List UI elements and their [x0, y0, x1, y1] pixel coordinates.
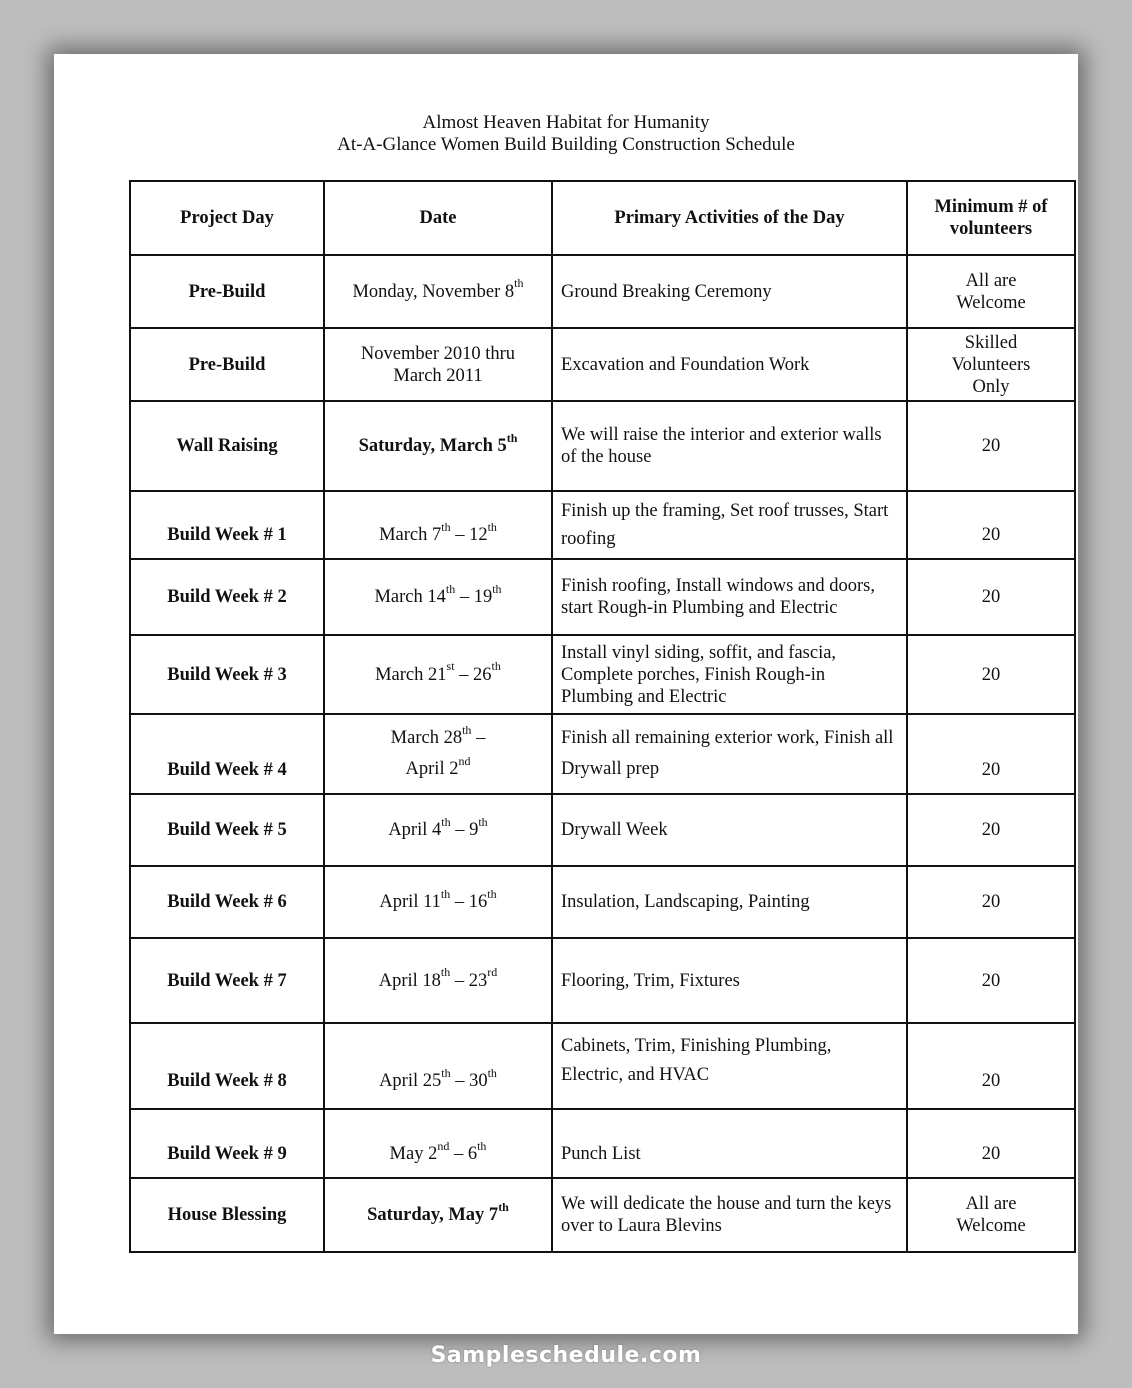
- activity-cell: Finish all remaining exterior work, Finish all Drywall prep: [552, 714, 907, 794]
- table-row: [130, 328, 1075, 401]
- volunteers-cell: All are Welcome: [907, 1178, 1075, 1252]
- project-day-cell: Build Week # 8: [130, 1023, 324, 1109]
- table-row: [130, 491, 1075, 559]
- table-row: [130, 1178, 1075, 1252]
- table-row: [130, 714, 1075, 794]
- table-row: [130, 559, 1075, 635]
- table-row: [130, 401, 1075, 491]
- project-day-cell: Pre-Build: [130, 328, 324, 401]
- title-line-2: At-A-Glance Women Build Building Construction Schedule: [337, 134, 795, 155]
- date-cell: Monday, November 8th: [324, 255, 552, 328]
- project-day-cell: Build Week # 3: [130, 635, 324, 714]
- volunteers-cell: 20: [907, 1023, 1075, 1109]
- volunteers-cell: 20: [907, 794, 1075, 866]
- date-cell: April 11th – 16th: [324, 866, 552, 938]
- date-cell: April 25th – 30th: [324, 1023, 552, 1109]
- header-volunteers: Minimum # of volunteers: [907, 181, 1075, 255]
- table-row: [130, 794, 1075, 866]
- project-day-cell: Build Week # 2: [130, 559, 324, 635]
- activity-cell: Cabinets, Trim, Finishing Plumbing, Electric, and HVAC: [552, 1023, 907, 1109]
- header-row: [130, 181, 1075, 255]
- date-cell: March 7th – 12th: [324, 491, 552, 559]
- table-row: [130, 635, 1075, 714]
- date-cell: April 18th – 23rd: [324, 938, 552, 1023]
- volunteers-cell: 20: [907, 714, 1075, 794]
- date-cell: November 2010 thru March 2011: [324, 328, 552, 401]
- project-day-cell: House Blessing: [130, 1178, 324, 1252]
- volunteers-cell: 20: [907, 1109, 1075, 1178]
- activity-cell: We will raise the interior and exterior walls of the house: [552, 401, 907, 491]
- project-day-cell: Build Week # 4: [130, 714, 324, 794]
- date-cell: [324, 714, 552, 794]
- project-day-cell: Pre-Build: [130, 255, 324, 328]
- date-cell: May 2nd – 6th: [324, 1109, 552, 1178]
- watermark-text: Sampleschedule.com: [430, 1343, 702, 1368]
- project-day-cell: Build Week # 6: [130, 866, 324, 938]
- activity-cell: Drywall Week: [552, 794, 907, 866]
- date-line-1: March 28th –: [390, 722, 486, 748]
- table-row: [130, 1109, 1075, 1178]
- project-day-cell: Build Week # 7: [130, 938, 324, 1023]
- activity-cell: Finish roofing, Install windows and doors, start Rough-in Plumbing and Electric: [552, 559, 907, 635]
- activity-cell: Insulation, Landscaping, Painting: [552, 866, 907, 938]
- date-cell: April 4th – 9th: [324, 794, 552, 866]
- activity-cell: Punch List: [552, 1109, 907, 1178]
- project-day-cell: Build Week # 9: [130, 1109, 324, 1178]
- date-cell: March 14th – 19th: [324, 559, 552, 635]
- document-page: [54, 54, 1078, 1334]
- volunteers-cell: 20: [907, 635, 1075, 714]
- project-day-cell: Build Week # 5: [130, 794, 324, 866]
- table-row: [130, 1023, 1075, 1109]
- table-row: [130, 938, 1075, 1023]
- project-day-cell: Wall Raising: [130, 401, 324, 491]
- table-row: [130, 866, 1075, 938]
- volunteers-cell: 20: [907, 938, 1075, 1023]
- document-title: [54, 112, 1078, 156]
- header-date: Date: [324, 181, 552, 255]
- activity-cell: Ground Breaking Ceremony: [552, 255, 907, 328]
- title-line-1: Almost Heaven Habitat for Humanity: [422, 112, 710, 133]
- date-cell: March 21st – 26th: [324, 635, 552, 714]
- date-line-2: April 2nd: [405, 753, 471, 779]
- volunteers-cell: 20: [907, 401, 1075, 491]
- header-project-day: Project Day: [130, 181, 324, 255]
- activity-cell: Install vinyl siding, soffit, and fascia, Complete porches, Finish Rough-in Plumbing and Electric: [552, 635, 907, 714]
- volunteers-cell: 20: [907, 866, 1075, 938]
- activity-cell: Finish up the framing, Set roof trusses, Start roofing: [552, 491, 907, 559]
- volunteers-cell: Skilled Volunteers Only: [907, 328, 1075, 401]
- project-day-cell: Build Week # 1: [130, 491, 324, 559]
- date-cell: Saturday, March 5th: [324, 401, 552, 491]
- volunteers-cell: 20: [907, 559, 1075, 635]
- header-activities: Primary Activities of the Day: [552, 181, 907, 255]
- volunteers-cell: 20: [907, 491, 1075, 559]
- schedule-table: [129, 180, 1076, 1253]
- activity-cell: Flooring, Trim, Fixtures: [552, 938, 907, 1023]
- table-row: [130, 255, 1075, 328]
- activity-cell: We will dedicate the house and turn the keys over to Laura Blevins: [552, 1178, 907, 1252]
- volunteers-cell: All are Welcome: [907, 255, 1075, 328]
- date-cell: Saturday, May 7th: [324, 1178, 552, 1252]
- activity-cell: Excavation and Foundation Work: [552, 328, 907, 401]
